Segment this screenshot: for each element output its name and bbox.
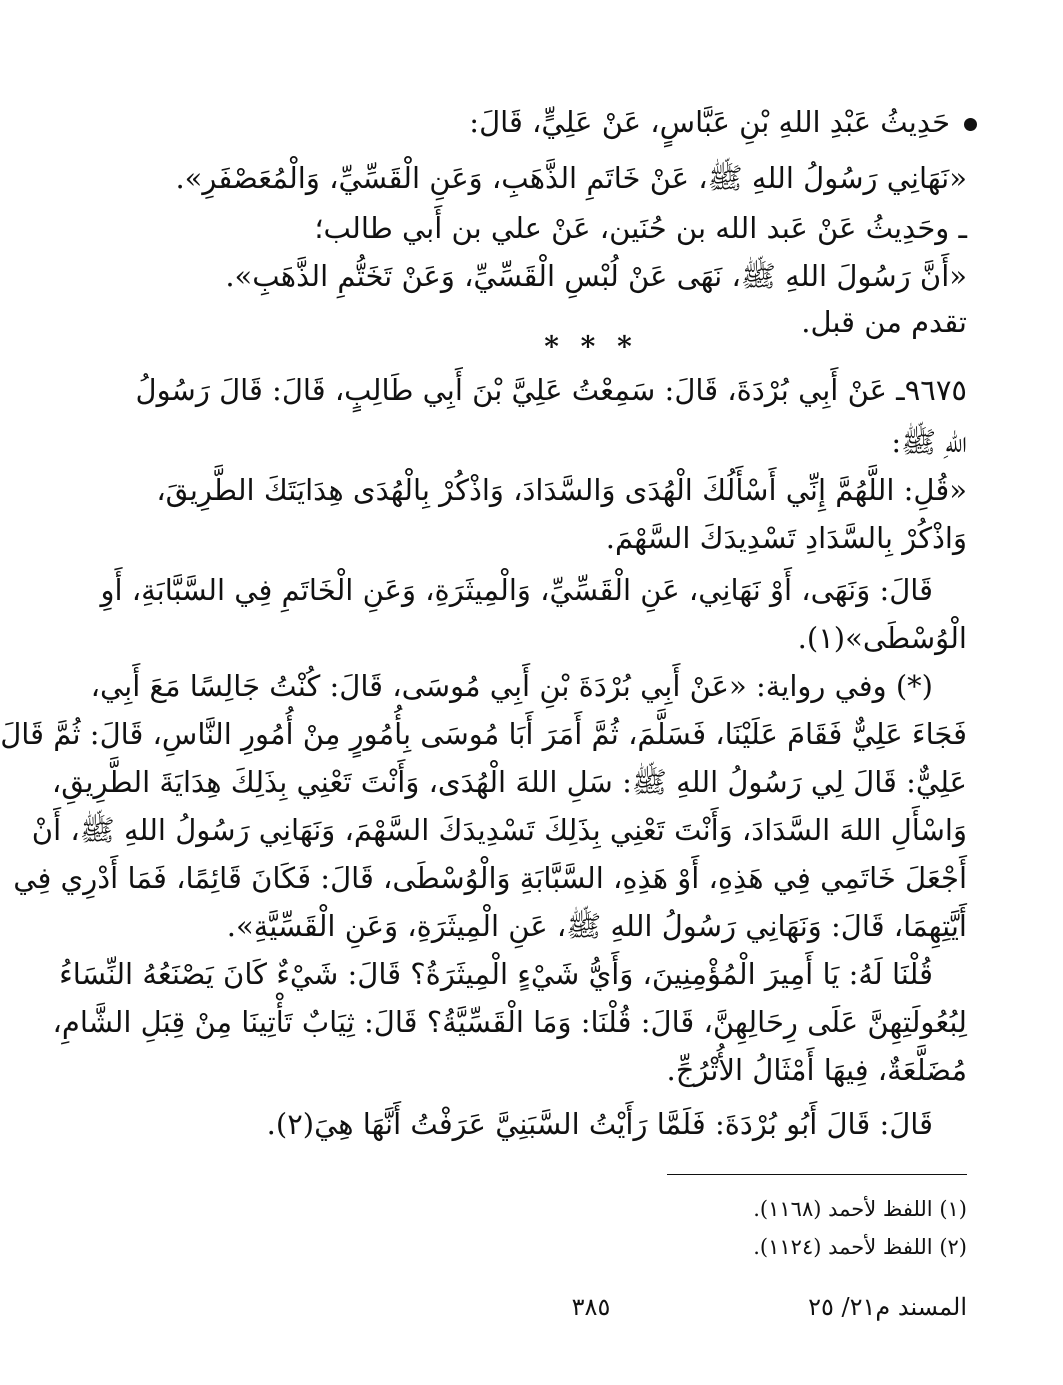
text-line: أَجْعَلَ خَاتَمِي فِي هَذِهِ، أَوْ هَذِهِ، السَّبَّابَةِ وَالْوُسْطَى، قَالَ: فَكَانَ قَائِمًا، فَمَا أَدْرِي فِي (13, 861, 967, 895)
text-line: حَدِيثُ عَبْدِ اللهِ بْنِ عَبَّاسٍ، عَنْ عَلِيٍّ، قَالَ: (469, 105, 950, 139)
page-number: ٣٨٥ (571, 1293, 611, 1321)
text-line: مُضَلَّعَةٌ، فِيهَا أَمْثَالُ الأُتْرُجِّ. (666, 1053, 967, 1087)
hadith-number-line: ٩٦٧٥ـ عَنْ أَبِي بُرْدَةَ، قَالَ: سَمِعْتُ عَلِيَّ بْنَ أَبِي طَالِبٍ، قَالَ: قَالَ رَسُولُ (135, 373, 967, 407)
footnote: (٢) اللفظ لأحمد (١١٢٤). (753, 1235, 967, 1259)
text-line: لِبُعُولَتِهِنَّ عَلَى رِحَالِهِنَّ، قَالَ: قُلْنَا: وَمَا الْقَسِّيَّةُ؟ قَالَ: ثِيَابٌ تَأْتِينَا مِنْ قِبَلِ الشَّامِ، (52, 1005, 967, 1039)
text-line: قَالَ: قَالَ أَبُو بُرْدَةَ: فَلَمَّا رَأَيْتُ السَّبَنِيَّ عَرَفْتُ أَنَّهَا هِيَ(٢). (266, 1107, 933, 1141)
text-line: «أَنَّ رَسُولَ اللهِ ﷺ، نَهَى عَنْ لُبْسِ الْقَسِّيِّ، وَعَنْ تَخَتُّمِ الذَّهَبِ». (225, 259, 967, 293)
text-line: الْوُسْطَى»(١). (797, 621, 967, 655)
footnote-divider (667, 1174, 967, 1175)
text-line: «نَهَانِي رَسُولُ اللهِ ﷺ، عَنْ خَاتَمِ الذَّهَبِ، وَعَنِ الْقَسِّيِّ، وَالْمُعَصْفَرِ». (175, 161, 967, 195)
bullet-icon (964, 118, 977, 131)
text-line: تقدم من قبل. (801, 305, 967, 339)
text-line: قُلْنَا لَهُ: يَا أَمِيرَ الْمُؤْمِنِينَ، وَأَيُّ شَيْءٍ الْمِيثَرَةُ؟ قَالَ: شَيْءٌ كَانَ يَصْنَعُهُ النِّسَاءُ (59, 957, 933, 991)
volume-reference: المسند م٢١/ ٢٥ (808, 1293, 967, 1321)
text-line: «قُلِ: اللَّهُمَّ إِنِّي أَسْأَلُكَ الْهُدَى وَالسَّدَادَ، وَاذْكُرْ بِالْهُدَى هِدَايَتَكَ الطَّرِيقَ، (156, 473, 967, 507)
hadith-intro-line (225, 98, 977, 146)
section-separator: * * * (544, 330, 638, 363)
text-line: أَيَّتِهِمَا، قَالَ: وَنَهَانِي رَسُولُ اللهِ ﷺ، عَنِ الْمِيثَرَةِ، وَعَنِ الْقَسِّيَّةِ». (226, 909, 967, 943)
text-line: ـ وحَدِيثُ عَنْ عَبد الله بن حُنَين، عَنْ علي بن أَبي طالب؛ (314, 211, 967, 245)
text-line: وَاذْكُرْ بِالسَّدَادِ تَسْدِيدَكَ السَّهْمَ. (605, 521, 967, 555)
text-line: اللهِ ﷺ: (891, 425, 967, 459)
text-line: (*) وفي رواية: «عَنْ أَبِي بُرْدَةَ بْنِ أَبِي مُوسَى، قَالَ: كُنْتُ جَالِسًا مَعَ أَبِي، (90, 669, 933, 703)
text-line: عَلِيٌّ: قَالَ لِي رَسُولُ اللهِ ﷺ: سَلِ اللهَ الْهُدَى، وَأَنْتَ تَعْنِي بِذَلِكَ هِدَايَةَ الطَّرِيقِ، (51, 765, 967, 799)
text-line: فَجَاءَ عَلِيٌّ فَقَامَ عَلَيْنَا، فَسَلَّمَ، ثُمَّ أَمَرَ أَبَا مُوسَى بِأُمُورٍ مِنْ أُمُورِ النَّاسِ، قَالَ: ثُمَّ قَالَ (0, 717, 967, 751)
text-line: وَاسْأَلِ اللهَ السَّدَادَ، وَأَنْتَ تَعْنِي بِذَلِكَ تَسْدِيدَكَ السَّهْمَ، وَنَهَانِي رَسُولُ اللهِ ﷺ، أَنْ (31, 813, 967, 847)
footnote: (١) اللفظ لأحمد (١١٦٨). (753, 1197, 967, 1221)
text-line: قَالَ: وَنَهَى، أَوْ نَهَانِي، عَنِ الْقَسِّيِّ، وَالْمِيثَرَةِ، وَعَنِ الْخَاتَمِ فِي السَّبَّابَةِ، أَوِ (100, 573, 933, 607)
